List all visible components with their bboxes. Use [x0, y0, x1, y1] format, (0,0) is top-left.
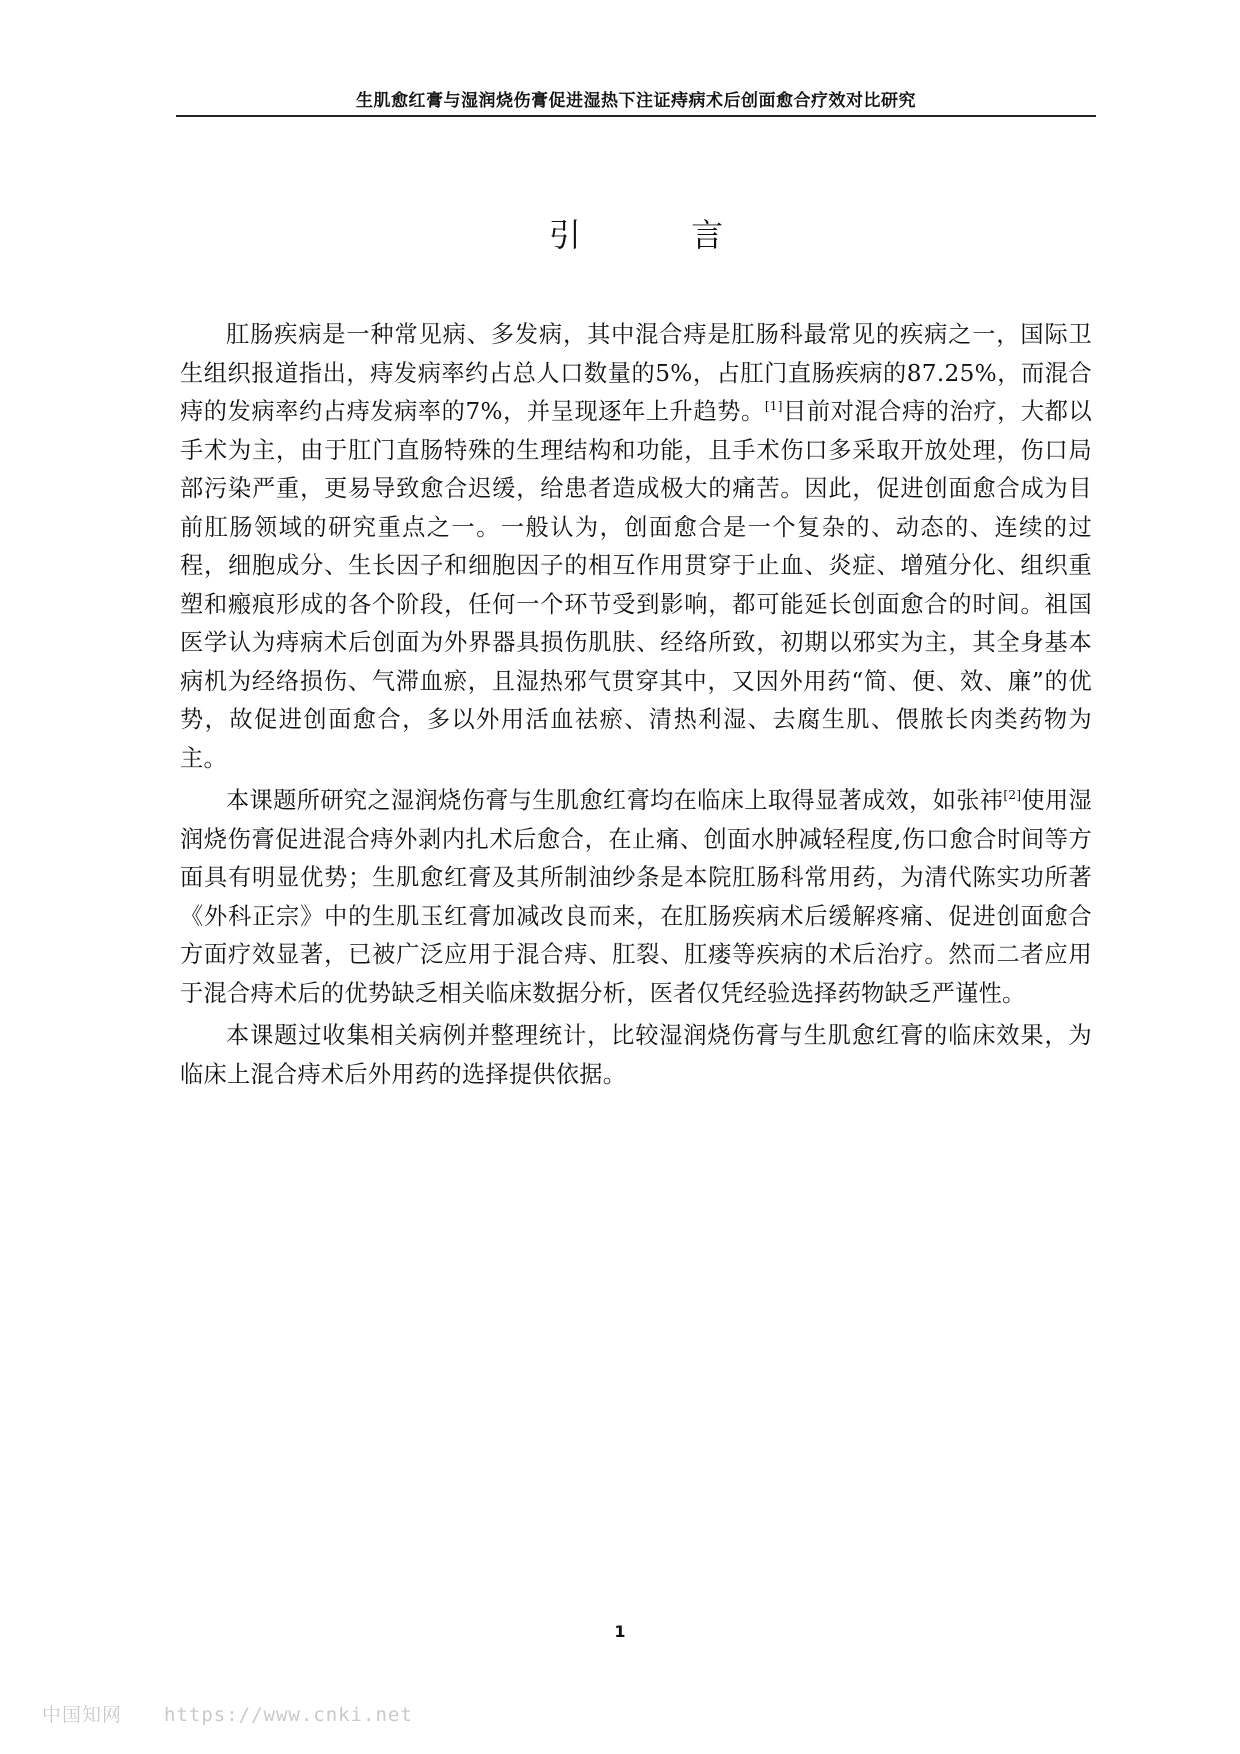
running-header: 生肌愈红膏与湿润烧伤膏促进湿热下注证痔病术后创面愈合疗效对比研究 [356, 91, 916, 111]
citation-ref-2[interactable]: [2] [1003, 788, 1022, 802]
paragraph-2-text-a: 本课题所研究之湿润烧伤膏与生肌愈红膏均在临床上取得显著成效，如张祎 [226, 787, 1004, 814]
paragraph-1 [180, 316, 1092, 778]
paragraph-3: 本课题过收集相关病例并整理统计，比较湿润烧伤膏与生肌愈红膏的临床效果，为临床上混合痔术后外用药的选择提供依据。 [180, 1022, 1092, 1088]
section-title: 引 言 [548, 216, 774, 254]
watermark-url: https://www.cnki.net [164, 1704, 413, 1726]
watermark [42, 1700, 413, 1727]
paragraph-2-text-b: 使用湿润烧伤膏促进混合痔外剥内扎术后愈合，在止痛、创面水肿减轻程度,伤口愈合时间等方面具有明显优势；生肌愈红膏及其所制油纱条是本院肛肠科常用药，为清代陈实功所著《外科正宗》中的生肌玉红膏加减改良而来，在肛肠疾病术后缓解疼痛、促进创面愈合方面疗效显著，已被广泛应用于混合痔、肛裂、肛瘘等疾病的术后治疗。然而二者应用于混合痔术后的优势缺乏相关临床数据分析，医者仅凭经验选择药物缺乏严谨性。 [180, 787, 1092, 1007]
paragraph-2 [180, 782, 1092, 1013]
body-text [180, 316, 1092, 1098]
page-number: 1 [614, 1622, 626, 1641]
paragraph-1-text-b: 目前对混合痔的治疗，大都以手术为主，由于肛门直肠特殊的生理结构和功能，且手术伤口多采取开放处理，伤口局部污染严重，更易导致愈合迟缓，给患者造成极大的痛苦。因此，促进创面愈合成为目前肛肠领域的研究重点之一。一般认为，创面愈合是一个复杂的、动态的、连续的过程，细胞成分、生长因子和细胞因子的相互作用贯穿于止血、炎症、增殖分化、组织重塑和瘢痕形成的各个阶段，任何一个环节受到影响，都可能延长创面愈合的时间。祖国医学认为痔病术后创面为外界器具损伤肌肤、经络所致，初期以邪实为主，其全身基本病机为经络损伤、气滞血瘀，且湿热邪气贯穿其中，又因外用药“简、便、效、廉”的优势，故促进创面愈合，多以外用活血祛瘀、清热利湿、去腐生肌、偎脓长肉类药物为主。 [180, 398, 1092, 772]
header-rule [176, 115, 1096, 117]
watermark-logo: 中国知网 [42, 1704, 123, 1726]
citation-ref-1[interactable]: [1] [764, 399, 783, 413]
paragraph-1-text-a: 肛肠疾病是一种常见病、多发病，其中混合痔是肛肠科最常见的疾病之一，国际卫生组织报道指出，痔发病率约占总人口数量的5%，占肛门直肠疾病的87.25%，而混合痔的发病率约占痔发病率的7%，并呈现逐年上升趋势。 [180, 321, 1092, 425]
